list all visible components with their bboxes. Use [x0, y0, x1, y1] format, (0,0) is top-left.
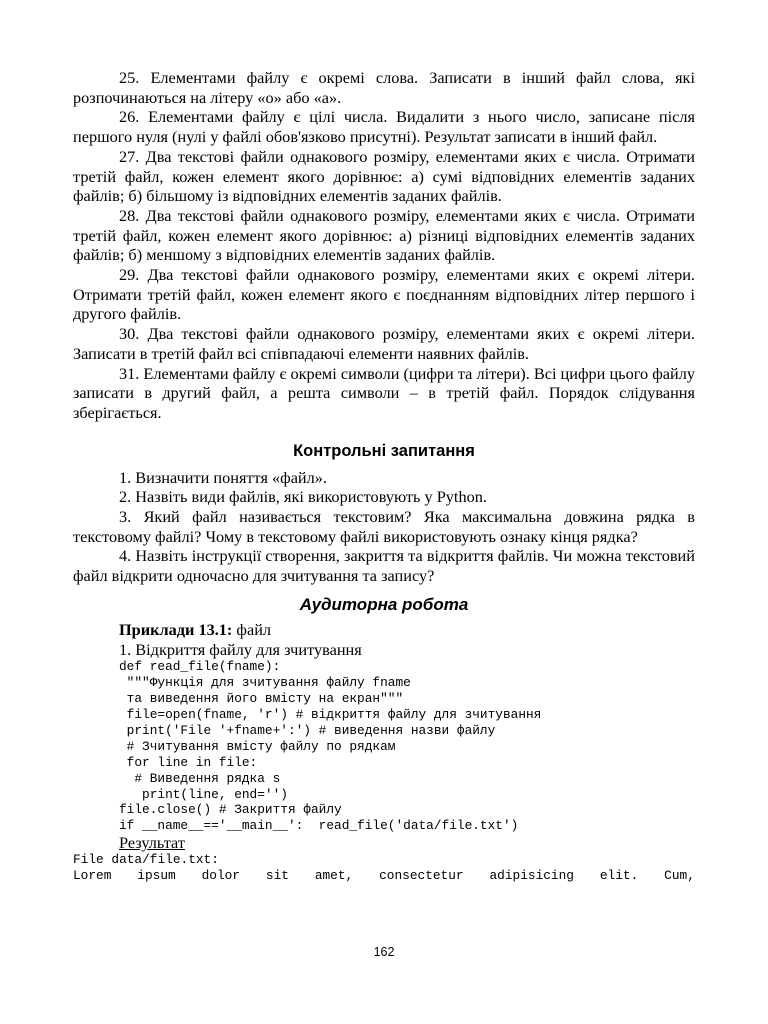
code-line: file.close() # Закриття файлу [119, 802, 342, 818]
output-word: ipsum [137, 868, 176, 884]
output-word: dolor [201, 868, 240, 884]
question-item: 2. Назвіть види файлів, які використовують у Python. [119, 487, 487, 507]
task-item: 27. Два текстові файли однакового розміру, елементами яких є числа. Отримати третій файл, кожен елемент якого дорівнює: а) сумі відповідних елементів заданих файлів; б) більшому із відповідних елементів заданих файлів. [73, 146, 695, 206]
output-word: adipisicing [489, 868, 574, 884]
code-line: # Виведення рядка s [119, 770, 281, 786]
output-word: elit. [599, 868, 639, 884]
code-line: print(line, end='') [119, 786, 288, 802]
page-number: 162 [373, 945, 395, 959]
output-line: File data/file.txt: [73, 852, 219, 868]
control-questions-heading: Контрольні запитання [293, 441, 475, 460]
output-word: sit [265, 868, 289, 884]
examples-label: Приклади 13.1: [119, 619, 233, 639]
code-line: # Зчитування вмісту файлу по рядкам [119, 738, 396, 754]
code-line: file=open(fname, 'r') # відкриття файлу для зчитування [119, 707, 542, 722]
code-line: """Функція для зчитування файлу fname [119, 675, 411, 691]
task-item: 26. Елементами файлу є цілі числа. Видалити з нього число, записане після першого нуля (нулі у файлі обов'язково присутні). Результат записати в інший файл. [73, 107, 695, 147]
code-line: for line in file: [119, 754, 258, 770]
auditory-work-heading: Аудиторна робота [299, 594, 469, 614]
question-list [73, 468, 695, 586]
code-block [73, 659, 695, 834]
examples-heading [73, 620, 695, 640]
page-content [73, 68, 695, 884]
task-item: 28. Два текстові файли однакового розміру, елементами яких є числа. Отримати третій файл, кожен елемент якого дорівнює: а) різниці відповідних елементів заданих файлів; б) меншому з відповідних елементів заданих файлів. [73, 205, 695, 265]
task-item: 29. Два текстові файли однакового розміру, елементами яких є окремі літери. Отримати третій файл, кожен елемент якого є поєднанням відповідних літер першого і другого файлів. [73, 265, 695, 324]
example-subheading: 1. Відкриття файлу для зчитування [119, 639, 362, 659]
question-item: 3. Який файл називається текстовим? Яка максимальна довжина рядка в текстовому файлі? Чому в текстовому файлі використовують ознаку кінця рядка? [73, 507, 695, 546]
output-line-justified [73, 868, 695, 884]
code-line: if __name__=='__main__': read_file('data/file.txt') [119, 818, 519, 834]
output-word: consectetur [379, 868, 464, 884]
output-word: amet, [314, 868, 354, 884]
question-item: 4. Назвіть інструкції створення, закриття та відкриття файлів. Чи можна текстовий файл відкрити одночасно для зчитування та запису? [73, 546, 695, 586]
question-item: 1. Визначити поняття «файл». [119, 467, 327, 487]
task-item: 31. Елементами файлу є окремі символи (цифри та літери). Всі цифри цього файлу записати в другий файл, а решта символи – в третій файл. Порядок слідування зберігається. [73, 363, 695, 422]
code-line: та виведення його вмісту на екран""" [119, 691, 404, 707]
task-item: 25. Елементами файлу є окремі слова. Записати в інший файл слова, які розпочинаються на літеру «о» або «а». [73, 68, 695, 107]
result-heading: Результат [119, 833, 185, 853]
code-line: def read_file(fname): [119, 659, 281, 675]
task-item: 30. Два текстові файли однакового розміру, елементами яких є окремі літери. Записати в третій файл всі співпадаючі елементи наявних файлів. [73, 324, 695, 363]
output-word: Lorem [73, 868, 112, 884]
output-word: Cum, [664, 868, 695, 884]
code-line: print('File '+fname+':') # виведення назви файлу [119, 722, 496, 738]
examples-topic: файл [232, 619, 272, 639]
task-list [73, 68, 695, 423]
